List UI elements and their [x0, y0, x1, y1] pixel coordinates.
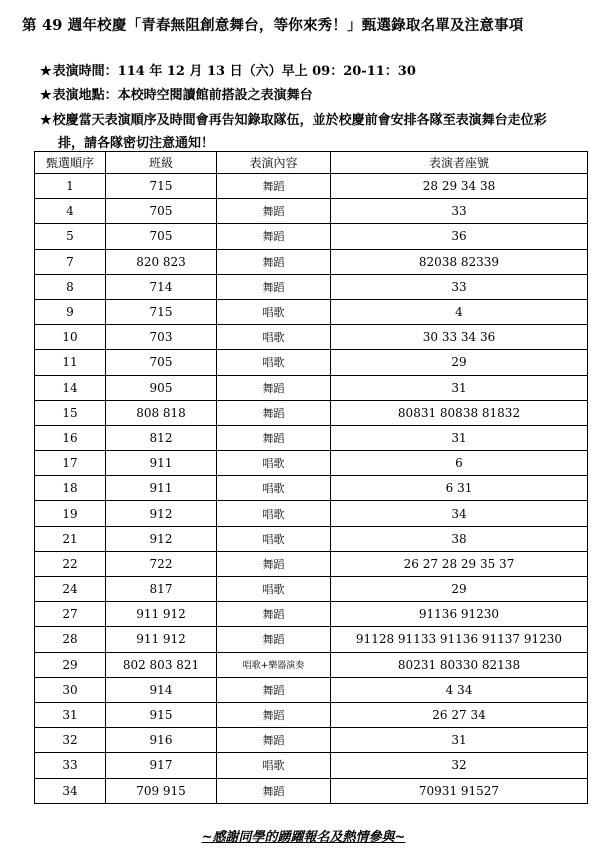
table-row — [35, 400, 588, 425]
table-row — [35, 551, 588, 576]
info-notice-text: 校慶當天表演順序及時間會再告知錄取隊伍，並於校慶前會安排各隊至表演舞台走位彩 — [52, 113, 547, 128]
cell-seats: 31 — [331, 728, 588, 753]
cell-seats: 38 — [331, 526, 588, 551]
cell-class: 905 — [106, 375, 217, 400]
cell-content: 舞蹈 — [217, 274, 331, 299]
cell-seats: 26 27 28 29 35 37 — [331, 551, 588, 576]
header-content: 表演內容 — [217, 152, 331, 174]
info-time-text: 表演時間：114 年 12 月 13 日（六）早上 09：20-11：30 — [52, 64, 416, 79]
table-row — [35, 728, 588, 753]
table-row — [35, 224, 588, 249]
cell-order: 1 — [35, 174, 106, 199]
cell-content: 舞蹈 — [217, 174, 331, 199]
cell-class: 911 — [106, 476, 217, 501]
table-row — [35, 375, 588, 400]
cell-content: 唱歌 — [217, 350, 331, 375]
cell-class: 705 — [106, 350, 217, 375]
cell-content: 舞蹈 — [217, 199, 331, 224]
cell-order: 31 — [35, 702, 106, 727]
cell-class: 917 — [106, 753, 217, 778]
cell-class: 915 — [106, 702, 217, 727]
cell-class: 705 — [106, 199, 217, 224]
table-row — [35, 652, 588, 677]
cell-order: 34 — [35, 778, 106, 803]
cell-content: 唱歌 — [217, 753, 331, 778]
cell-content: 舞蹈 — [217, 602, 331, 627]
cell-content: 唱歌 — [217, 325, 331, 350]
cell-seats: 80831 80838 81832 — [331, 400, 588, 425]
cell-class: 914 — [106, 677, 217, 702]
cell-content: 唱歌+樂器演奏 — [217, 652, 331, 677]
cell-content: 舞蹈 — [217, 702, 331, 727]
cell-order: 22 — [35, 551, 106, 576]
table-row — [35, 476, 588, 501]
cell-seats: 28 29 34 38 — [331, 174, 588, 199]
cell-seats: 26 27 34 — [331, 702, 588, 727]
cell-seats: 33 — [331, 199, 588, 224]
cell-seats: 32 — [331, 753, 588, 778]
cell-order: 19 — [35, 501, 106, 526]
admission-table — [34, 151, 588, 804]
cell-order: 5 — [35, 224, 106, 249]
thank-you-footer: ~感謝同學的踴躍報名及熱情參與~ — [201, 830, 406, 845]
cell-seats: 70931 91527 — [331, 778, 588, 803]
cell-class: 715 — [106, 174, 217, 199]
cell-seats: 36 — [331, 224, 588, 249]
cell-class: 817 — [106, 577, 217, 602]
cell-order: 33 — [35, 753, 106, 778]
cell-seats: 4 34 — [331, 677, 588, 702]
cell-class: 812 — [106, 425, 217, 450]
cell-class: 911 912 — [106, 627, 217, 652]
table-row — [35, 702, 588, 727]
cell-content: 舞蹈 — [217, 249, 331, 274]
table-row — [35, 627, 588, 652]
cell-seats: 80231 80330 82138 — [331, 652, 588, 677]
cell-seats: 34 — [331, 501, 588, 526]
cell-class: 714 — [106, 274, 217, 299]
table-row — [35, 299, 588, 324]
table-row — [35, 451, 588, 476]
cell-seats: 31 — [331, 375, 588, 400]
cell-class: 911 — [106, 451, 217, 476]
cell-content: 唱歌 — [217, 526, 331, 551]
cell-seats: 30 33 34 36 — [331, 325, 588, 350]
cell-content: 舞蹈 — [217, 551, 331, 576]
header-order: 甄選順序 — [35, 152, 106, 174]
cell-order: 27 — [35, 602, 106, 627]
cell-class: 912 — [106, 526, 217, 551]
cell-order: 7 — [35, 249, 106, 274]
cell-order: 14 — [35, 375, 106, 400]
header-seats: 表演者座號 — [331, 152, 588, 174]
cell-order: 8 — [35, 274, 106, 299]
cell-order: 29 — [35, 652, 106, 677]
info-location-text: 表演地點：本校時空閱讀館前搭設之表演舞台 — [52, 88, 313, 103]
table-row — [35, 677, 588, 702]
info-time — [40, 60, 585, 79]
table-row — [35, 199, 588, 224]
cell-order: 28 — [35, 627, 106, 652]
table-row — [35, 577, 588, 602]
star-icon: ★ — [40, 113, 52, 128]
table-row — [35, 274, 588, 299]
cell-class: 703 — [106, 325, 217, 350]
header-class: 班級 — [106, 152, 217, 174]
cell-class: 709 915 — [106, 778, 217, 803]
info-notice — [40, 109, 585, 128]
cell-content: 唱歌 — [217, 451, 331, 476]
cell-order: 32 — [35, 728, 106, 753]
cell-seats: 29 — [331, 577, 588, 602]
table-row — [35, 778, 588, 803]
cell-content: 舞蹈 — [217, 375, 331, 400]
cell-seats: 6 31 — [331, 476, 588, 501]
table-row — [35, 174, 588, 199]
cell-class: 911 912 — [106, 602, 217, 627]
cell-class: 808 818 — [106, 400, 217, 425]
star-icon: ★ — [40, 88, 52, 103]
table-row — [35, 425, 588, 450]
table-row — [35, 325, 588, 350]
cell-content: 唱歌 — [217, 501, 331, 526]
cell-class: 802 803 821 — [106, 652, 217, 677]
cell-seats: 82038 82339 — [331, 249, 588, 274]
cell-content: 唱歌 — [217, 299, 331, 324]
cell-seats: 6 — [331, 451, 588, 476]
cell-order: 15 — [35, 400, 106, 425]
cell-content: 舞蹈 — [217, 627, 331, 652]
cell-class: 912 — [106, 501, 217, 526]
cell-seats: 31 — [331, 425, 588, 450]
cell-seats: 29 — [331, 350, 588, 375]
table-row — [35, 602, 588, 627]
table-header-row — [35, 152, 588, 174]
table-row — [35, 249, 588, 274]
star-icon: ★ — [40, 64, 52, 79]
cell-content: 舞蹈 — [217, 425, 331, 450]
table-row — [35, 753, 588, 778]
info-notice-continued: 排，請各隊密切注意通知！ — [58, 136, 215, 151]
cell-content: 舞蹈 — [217, 778, 331, 803]
cell-order: 17 — [35, 451, 106, 476]
table-body — [35, 174, 588, 804]
cell-class: 916 — [106, 728, 217, 753]
cell-seats: 91128 91133 91136 91137 91230 — [331, 627, 588, 652]
cell-content: 舞蹈 — [217, 728, 331, 753]
info-location — [40, 84, 585, 103]
cell-class: 722 — [106, 551, 217, 576]
cell-content: 唱歌 — [217, 577, 331, 602]
cell-order: 9 — [35, 299, 106, 324]
cell-seats: 91136 91230 — [331, 602, 588, 627]
cell-order: 30 — [35, 677, 106, 702]
table-row — [35, 501, 588, 526]
cell-seats: 33 — [331, 274, 588, 299]
cell-order: 11 — [35, 350, 106, 375]
table-row — [35, 350, 588, 375]
cell-content: 舞蹈 — [217, 677, 331, 702]
table-row — [35, 526, 588, 551]
cell-order: 16 — [35, 425, 106, 450]
cell-seats: 4 — [331, 299, 588, 324]
cell-order: 21 — [35, 526, 106, 551]
cell-order: 10 — [35, 325, 106, 350]
cell-class: 820 823 — [106, 249, 217, 274]
document-title: 第 49 週年校慶「青春無阻創意舞台，等你來秀！」甄選錄取名單及注意事項 — [22, 17, 524, 34]
cell-content: 舞蹈 — [217, 400, 331, 425]
cell-order: 18 — [35, 476, 106, 501]
cell-content: 舞蹈 — [217, 224, 331, 249]
cell-class: 715 — [106, 299, 217, 324]
cell-order: 24 — [35, 577, 106, 602]
cell-content: 唱歌 — [217, 476, 331, 501]
cell-class: 705 — [106, 224, 217, 249]
cell-order: 4 — [35, 199, 106, 224]
